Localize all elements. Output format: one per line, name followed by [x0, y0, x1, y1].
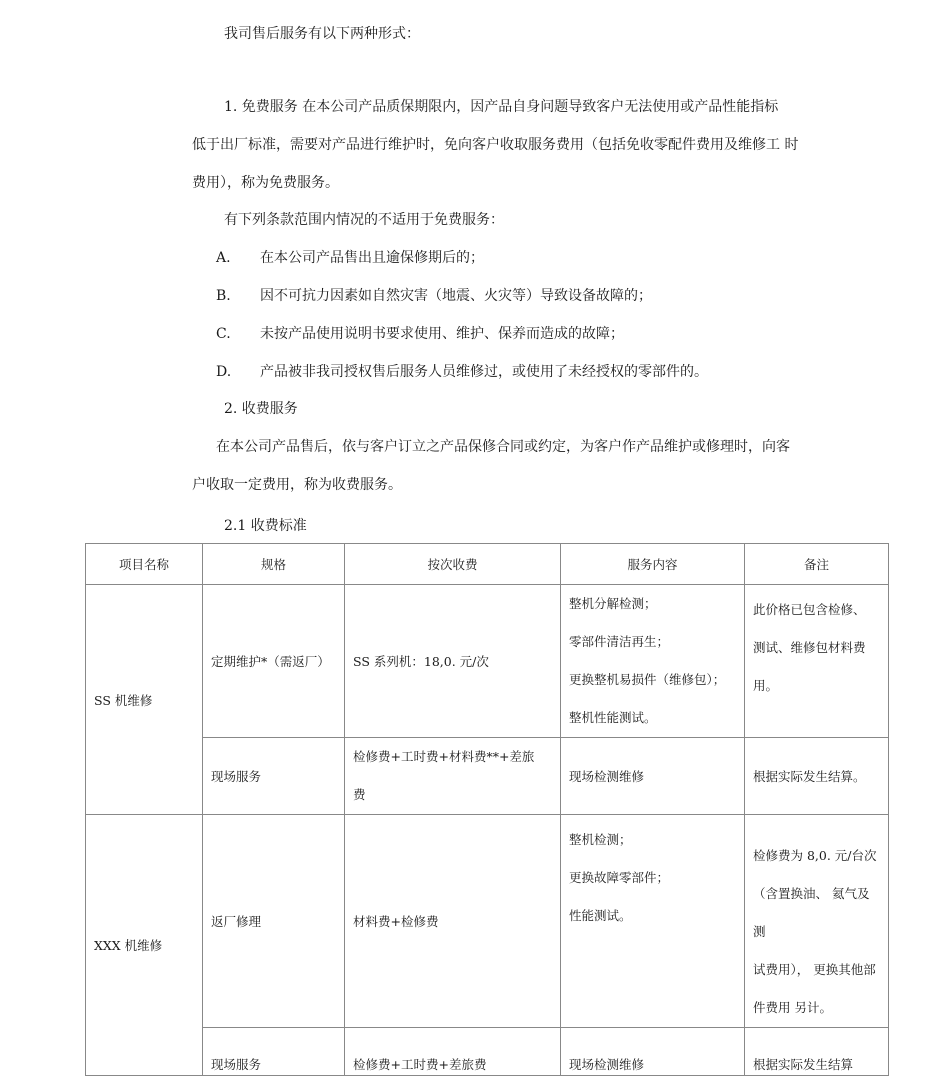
exclusion-text: 产品被非我司授权售后服务人员维修过，或使用了未经授权的零部件的。	[260, 364, 708, 380]
group-name-cell: XXX 机维修	[86, 815, 203, 1076]
paid-service-line-2: 户收取一定费用，称为收费服务。	[192, 477, 402, 493]
table-header-row	[86, 544, 889, 585]
spec-cell: 现场服务	[203, 1028, 345, 1076]
remark-line: 件费用 另计。	[753, 1000, 832, 1015]
exclusion-letter: A.	[216, 250, 231, 266]
fee-standard-title: 2.1 收费标准	[224, 518, 307, 534]
intro-text: 我司售后服务有以下两种形式：	[224, 26, 420, 42]
paid-service-line-1: 在本公司产品售后，依与客户订立之产品保修合同或约定，为客户作产品维护或修理时，向客	[216, 439, 790, 455]
content-line: 整机检测；	[569, 832, 632, 847]
remark-cell: 根据实际发生结算。	[745, 738, 889, 815]
exclusion-title: 有下列条款范围内情况的不适用于免费服务：	[224, 212, 504, 228]
free-service-line-1: 1. 免费服务 在本公司产品质保期限内，因产品自身问题导致客户无法使用或产品性能指标	[224, 99, 779, 115]
paid-service-title: 2. 收费服务	[224, 401, 298, 417]
exclusion-text: 在本公司产品售出且逾保修期后的；	[260, 250, 484, 266]
fee-line: 费	[353, 787, 366, 802]
header-remark: 备注	[745, 544, 889, 585]
remark-line: 测试、维修包材料费	[753, 640, 866, 655]
table-row	[86, 585, 889, 738]
spec-cell: 现场服务	[203, 738, 345, 815]
spec-cell: 定期维护*（需返厂）	[203, 585, 345, 738]
content-line: 整机分解检测；	[569, 596, 657, 611]
table-row	[86, 815, 889, 1028]
exclusion-letter: D.	[216, 364, 232, 380]
remark-cell	[745, 815, 889, 1028]
exclusion-text: 因不可抗力因素如自然灾害（地震、火灾等）导致设备故障的；	[260, 288, 652, 304]
free-service-line-3: 费用），称为免费服务。	[192, 175, 339, 191]
content-line: 性能测试。	[569, 908, 632, 923]
content-cell	[561, 585, 745, 738]
fee-table	[85, 543, 889, 1076]
group-name-cell: SS 机维修	[86, 585, 203, 815]
free-service-line-2: 低于出厂标准，需要对产品进行维护时，免向客户收取服务费用（包括免收零配件费用及维修工 时	[192, 137, 799, 153]
remark-line: 用。	[753, 678, 779, 693]
remark-cell	[745, 585, 889, 738]
content-line: 零部件清洁再生；	[569, 634, 670, 649]
header-spec: 规格	[203, 544, 345, 585]
spec-cell: 返厂修理	[203, 815, 345, 1028]
header-item-name: 项目名称	[86, 544, 203, 585]
content-line: 更换故障零部件；	[569, 870, 670, 885]
remark-line: 检修费为 8,0. 元/台次	[753, 848, 877, 863]
exclusion-letter: B.	[216, 288, 231, 304]
content-line: 整机性能测试。	[569, 710, 657, 725]
fee-cell: 检修费+工时费+差旅费	[345, 1028, 561, 1076]
fee-line: 检修费+工时费+材料费**+差旅	[353, 749, 535, 764]
content-cell	[561, 815, 745, 1028]
content-cell: 现场检测维修	[561, 738, 745, 815]
exclusion-text: 未按产品使用说明书要求使用、维护、保养而造成的故障；	[260, 326, 624, 342]
content-cell: 现场检测维修	[561, 1028, 745, 1076]
exclusion-letter: C.	[216, 326, 231, 342]
remark-cell: 根据实际发生结算	[745, 1028, 889, 1076]
table-row	[86, 738, 889, 815]
table-row	[86, 1028, 889, 1076]
fee-cell: 材料费+检修费	[345, 815, 561, 1028]
fee-cell	[345, 738, 561, 815]
content-line: 更换整机易损件（维修包）；	[569, 672, 726, 687]
remark-line: （含置换油、 氦气及测	[753, 886, 870, 939]
remark-line: 试费用）， 更换其他部	[753, 962, 876, 977]
header-fee: 按次收费	[345, 544, 561, 585]
fee-cell: SS 系列机：18,0. 元/次	[345, 585, 561, 738]
header-content: 服务内容	[561, 544, 745, 585]
remark-line: 此价格已包含检修、	[753, 602, 866, 617]
